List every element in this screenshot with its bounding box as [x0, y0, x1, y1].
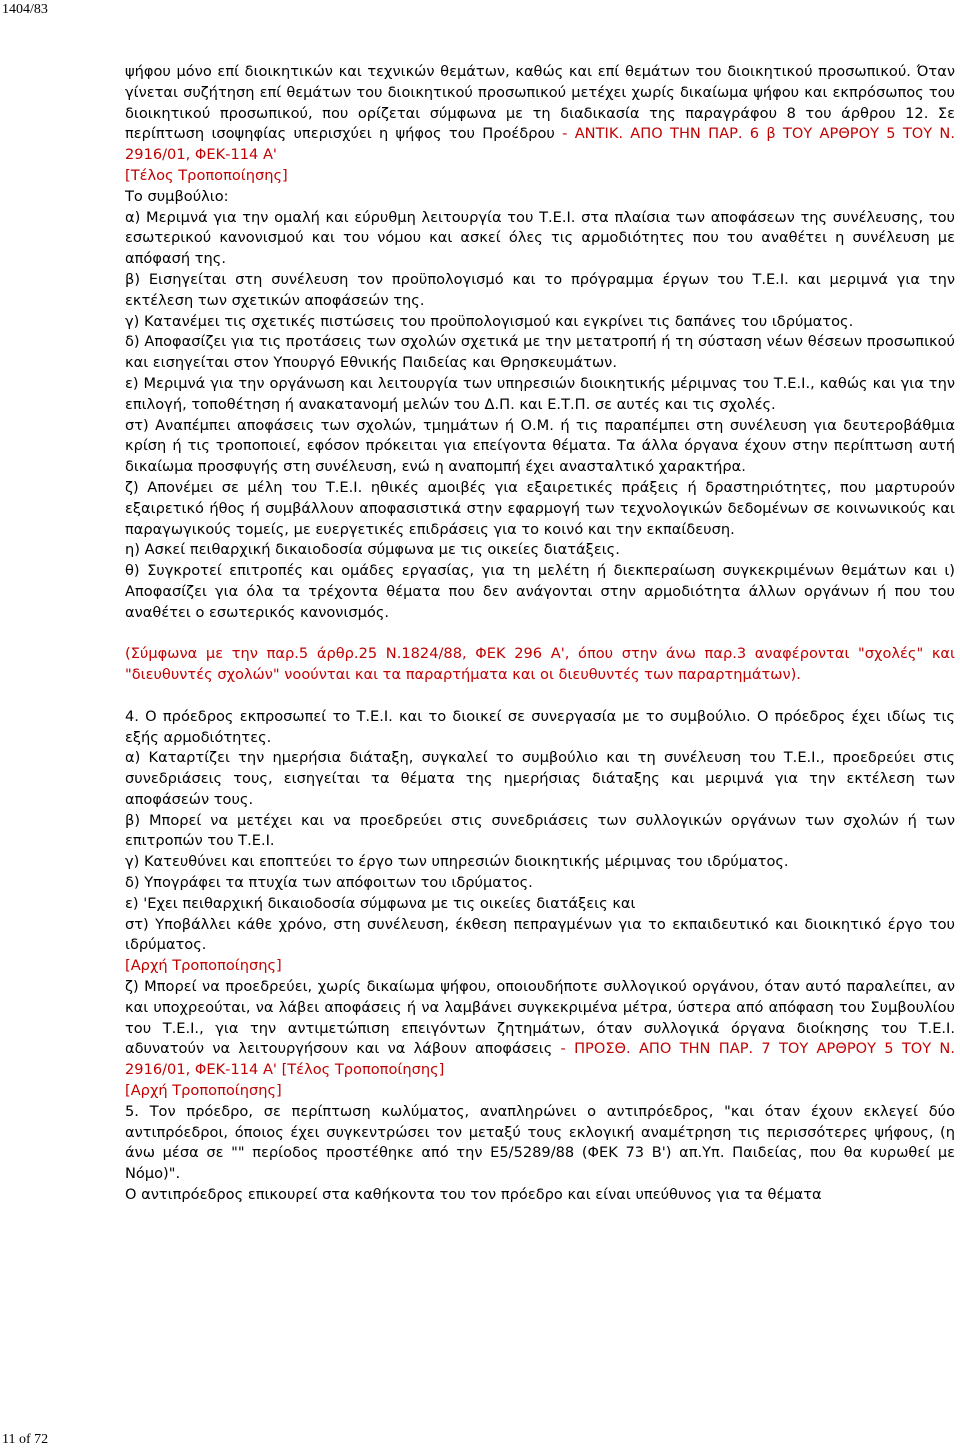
list-item-th: θ) Συγκροτεί επιτροπές και ομάδες εργασίας, για τη μελέτη ή διεκπεραίωση συγκεκριμένων θεμάτων και ι) Αποφασίζει για όλα τα τρέχοντα θέματα που δεν ανάγονται στην αρμοδιότητα άλλων οργάνων ή που του αναθέτει ο εσωτερικός κανονισμός. — [125, 562, 955, 621]
page-header: 1404/83 — [2, 2, 48, 17]
list-item-c: γ) Κατανέμει τις σχετικές πιστώσεις του προϋπολογισμού και εγκρίνει τις δαπάνες του ιδρύματος. — [125, 312, 854, 330]
page-footer: 11 of 72 — [2, 1432, 49, 1447]
paragraph-text: ζ) Μπορεί να προεδρεύει, χωρίς δικαίωμα ψήφου, οποιουδήποτε συλλογικού οργάνου, όταν αυτό παραλείπει, αν και υποχρεούται, να λάβει αποφάσεις ή να λαμβάνει συγκεκριμένα μέτρα, ύστερα από απόφαση του Συμβουλίου του Τ.Ε.Ι., για την αντιμετώπιση επειγόντων ζητημάτων, όταν συλλογικά όργανα διοίκησης του Τ.Ε.Ι. αδυνατούν να λειτουργήσουν και να λάβουν αποφάσεις — [125, 978, 955, 1058]
president-item-st: στ) Υποβάλλει κάθε χρόνο, στη συνέλευση, έκθεση πεπραγμένων για το εκπαιδευτικό και διοικητικό έργο του ιδρύματος. — [125, 915, 955, 954]
paragraph-vice-president: Ο αντιπρόεδρος επικουρεί στα καθήκοντα του τον πρόεδρο και είναι υπεύθυνος για τα θέματα — [125, 1186, 822, 1204]
list-item-e: ε) Μεριμνά για την οργάνωση και λειτουργία των υπηρεσιών διοικητικής μέριμνας του Τ.Ε.Ι., καθώς και για την επιλογή, τοποθέτηση ή ανακατανομή μελών του Δ.Π. και Ε.Τ.Π. σε αυτές και τις σχολές. — [125, 374, 955, 413]
amendment-reference: - ΑΝΤΙΚ. ΑΠΟ ΤΗΝ ΠΑΡ. 6 β ΤΟΥ ΑΡΘΡΟΥ 5 ΤΟΥ Ν. 2916/01, ΦΕΚ-114 Α' — [125, 125, 955, 164]
list-item-st: στ) Αναπέμπει αποφάσεις των σχολών, τμημάτων ή Ο.Μ. ή τις παραπέμπει στη συνέλευση για δευτεροβάθμια κρίση ή τις τροποποιεί, εφόσον πρόκειται για επείγοντα θέματα. Τα άλλα όργανα έχουν στην περίπτωση αυτή δικαίωμα προσφυγής στη συνέλευση, ενώ η αναπομπή έχει ανασταλτικό χαρακτήρα. — [125, 416, 955, 476]
amendment-reference: - ΠΡΟΣΘ. ΑΠΟ ΤΗΝ ΠΑΡ. 7 ΤΟΥ ΑΡΘΡΟΥ 5 ΤΟΥ Ν. 2916/01, ΦΕΚ-114 Α' [Τέλος Τροποποίησης] — [125, 1040, 955, 1079]
council-heading: Το συμβούλιο: — [125, 187, 229, 205]
president-item-c: γ) Κατευθύνει και εποπτεύει το έργο των υπηρεσιών διοικητικής μέριμνας του ιδρύματος. — [125, 853, 789, 871]
list-item-h: η) Ασκεί πειθαρχική δικαιοδοσία σύμφωνα με τις οικείες διατάξεις. — [125, 541, 620, 559]
amendment-end-marker: [Τέλος Τροποποίησης] — [125, 166, 288, 184]
legal-note: (Σύμφωνα με την παρ.5 άρθρ.25 Ν.1824/88, ΦΕΚ 296 Α', όπου στην άνω παρ.3 αναφέρονται "σχολές" και "διευθυντές σχολών" νοούνται και τα παραρτήματα και οι διευθυντές των παραρτημάτων). — [125, 645, 955, 684]
amendment-start-marker-2: [Αρχή Τροποποίησης] — [125, 1082, 282, 1100]
paragraph-4: 4. Ο πρόεδρος εκπροσωπεί το Τ.Ε.Ι. και το διοικεί σε συνεργασία με το συμβούλιο. Ο πρόεδρος έχει ιδίως τις εξής αρμοδιότητες. — [125, 707, 955, 746]
president-item-e: ε) 'Εχει πειθαρχική δικαιοδοσία σύμφωνα με τις οικείες διατάξεις και — [125, 894, 636, 912]
amendment-start-marker: [Αρχή Τροποποίησης] — [125, 957, 282, 975]
spacer — [125, 624, 955, 645]
list-item-b: β) Εισηγείται στη συνέλευση τον προϋπολογισμό και το πρόγραμμα έργων του Τ.Ε.Ι. και μεριμνά για την εκτέλεση των σχετικών αποφάσεών της. — [125, 270, 955, 309]
president-item-z — [125, 977, 955, 1081]
president-item-a: α) Καταρτίζει την ημερήσια διάταξη, συγκαλεί το συμβούλιο και τη συνέλευση του Τ.Ε.Ι., προεδρεύει στις συνεδριάσεις τους, εισηγείται τα θέματα της ημερήσιας διάταξης και μεριμνά για την εκτέλεση των αποφάσεών τους. — [125, 749, 955, 808]
paragraph-council-composition — [125, 62, 955, 166]
paragraph-text: ψήφου μόνο επί διοικητικών και τεχνικών θεμάτων, καθώς και επί θεμάτων του διοικητικού προσωπικού. Όταν γίνεται συζήτηση επί θεμάτων του διοικητικού προσωπικού μετέχει χωρίς δικαίωμα ψήφου και εκπρόσωπος του διοικητικού προσωπικού, που ορίζεται σύμφωνα με τη διαδικασία της παραγράφου 8 του άρθρου 12. Σε περίπτωση ισοψηφίας υπερισχύει η ψήφος του Προέδρου — [125, 63, 955, 143]
list-item-z: ζ) Απονέμει σε μέλη του Τ.Ε.Ι. ηθικές αμοιβές για εξαιρετικές πράξεις ή δραστηριότητες, που μαρτυρούν εξαιρετικό ήθος ή συμβάλλουν αποφασιστικά στην εφαρμογή των τεχνολογικών δεδομένων σε κοινωνικούς και παραγωγικούς τομείς, με ευεργετικές επιδράσεις για το κοινό και την εκπαίδευση. — [125, 478, 955, 538]
paragraph-5: 5. Τον πρόεδρο, σε περίπτωση κωλύματος, αναπληρώνει ο αντιπρόεδρος, "και όταν έχουν εκλεγεί δύο αντιπρόεδροι, όποιος έχει συγκεντρώσει τον μεταξύ τους εκλογική αναμέτρηση τις περισσότερες ψήφους, (η άνω μέσα σε "" περίοδος προστέθηκε από την Ε5/5289/88 (ΦΕΚ 73 Β') απ.Υπ. Παιδείας, που θα κυρωθεί με Νόμο)". — [125, 1102, 955, 1183]
list-item-d: δ) Αποφασίζει για τις προτάσεις των σχολών σχετικά με την μετατροπή ή τη σύσταση νέων θέσεων προσωπικού και εισηγείται στον Υπουργό Εθνικής Παιδείας και Θρησκευμάτων. — [125, 333, 955, 372]
president-item-d: δ) Υπογράφει τα πτυχία των απόφοιτων του ιδρύματος. — [125, 874, 533, 892]
list-item-a: α) Μεριμνά για την ομαλή και εύρυθμη λειτουργία του Τ.Ε.Ι. στα πλαίσια των αποφάσεων της συνέλευσης, του εσωτερικού κανονισμού και του νόμου και ασκεί όλες τις αρμοδιότητες που του αναθέτει η συνέλευση με απόφασή της. — [125, 208, 955, 268]
document-body — [125, 62, 955, 1206]
spacer — [125, 686, 955, 707]
president-item-b: β) Μπορεί να μετέχει και να προεδρεύει στις συνεδριάσεις των συλλογικών οργάνων των σχολών ή των επιτροπών του Τ.Ε.Ι. — [125, 811, 955, 850]
